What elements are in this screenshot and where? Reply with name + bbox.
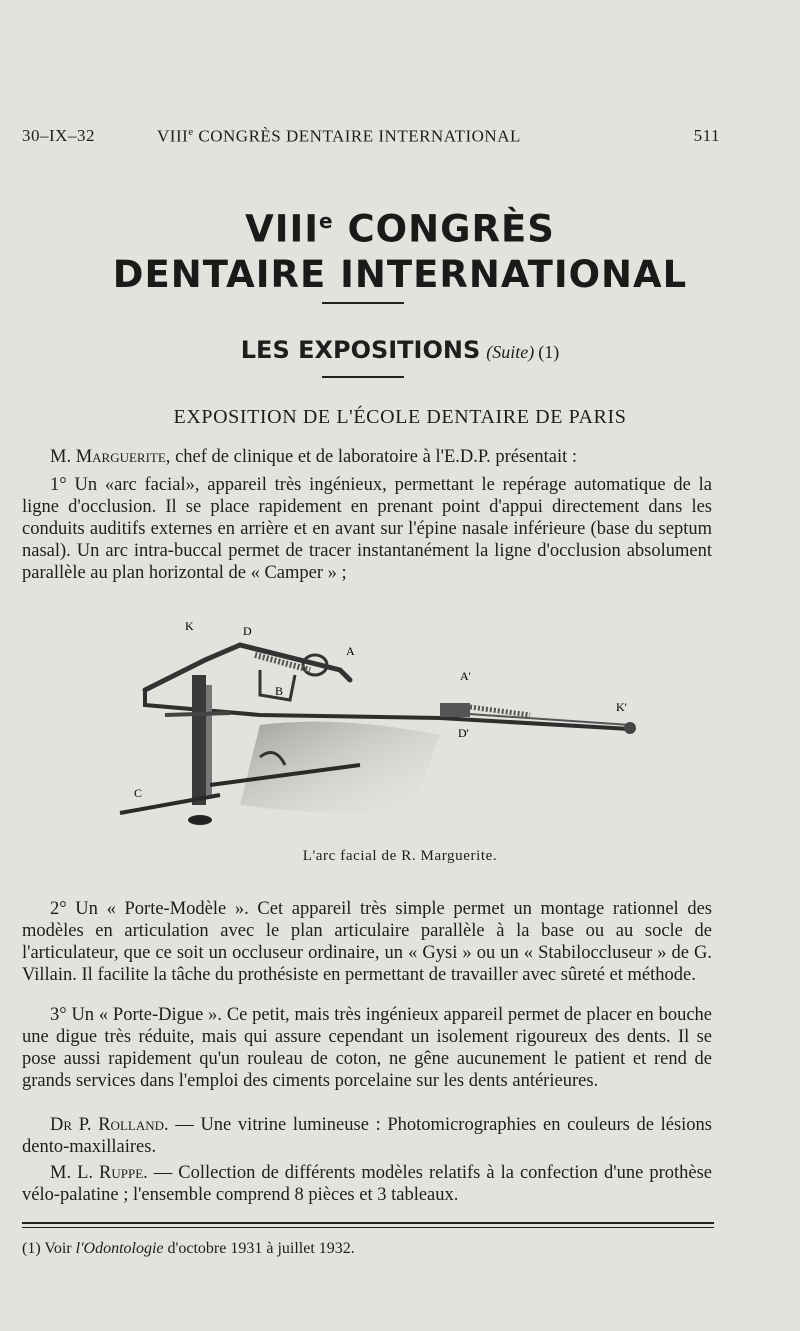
title-divider [322, 302, 404, 304]
arc-facial-illustration [110, 615, 650, 845]
label-c: C [134, 786, 143, 800]
label-d: D [243, 624, 252, 638]
intro-paragraph: M. Marguerite, chef de clinique et de laboratoire à l'E.D.P. présentait : [50, 447, 578, 467]
exhibition-subtitle: EXPOSITION DE L'ÉCOLE DENTAIRE DE PARIS [173, 406, 627, 428]
page-number: 511 [693, 126, 720, 145]
section-divider [322, 376, 404, 378]
section-title: LES EXPOSITIONS (Suite) (1) [240, 336, 560, 364]
main-title [0, 198, 800, 298]
item-arc-facial: 1° Un «arc facial», appareil très ingénieux, permettant le repérage automatique de la ligne d'occlusion. Il se place rapidement en prenant point d'appui directement dans les conduits auditifs externes en arrière et en avant sur l'épine nasale inférieure (base du septum nasal). Un arc intra-buccal permet de tracer instantanément la ligne d'occlusion absolument parallèle au plan horizontal de « Camper » ; [22, 475, 712, 583]
journal-name: l'Odontologie [75, 1240, 164, 1257]
running-head [22, 126, 720, 150]
footnote-rule-thin [22, 1227, 714, 1228]
label-b: B [275, 684, 284, 698]
figure-caption: L'arc facial de R. Marguerite. [302, 848, 498, 864]
rolland-paragraph: Dr P. Rolland. — Une vitrine lumineuse : Photomicrographies en couleurs de lésions dento-maxillaires. [22, 1115, 712, 1157]
item-porte-modele: 2° Un « Porte-Modèle ». Cet appareil très simple permet un montage rationnel des modèles en articulation avec le plan articulaire parallèle à la base ou au socle de l'articulateur, que ce soit un occluseur ordinaire, un « Gysi » ou un « Stabiloccluseur » de G. Villain. Il facilite la tâche du prothésiste en permettant de travailler avec sûreté et méthode. [22, 899, 712, 985]
main-title-line1: VIIIe CONGRÈS [245, 207, 555, 251]
item-porte-digue: 3° Un « Porte-Digue ». Ce petit, mais très ingénieux appareil permet de placer en bouche une digue très réduite, mais qui assure cependant un isolement rigoureux des dents. Il se pose aussi rapidement qu'un rouleau de coton, ne gêne aucunement le patient et rend de grands services dans l'emploi des ciments porcelaine sur les dents antérieures. [22, 1005, 712, 1091]
footnote-rule [22, 1222, 714, 1224]
label-a: A [346, 644, 355, 658]
footnote: (1) Voir l'Odontologie d'octobre 1931 à juillet 1932. [22, 1240, 355, 1257]
running-title: VIIIe CONGRÈS DENTAIRE INTERNATIONAL [157, 126, 521, 146]
footnote-ref: (1) [538, 342, 560, 362]
main-title-line2: DENTAIRE INTERNATIONAL [112, 253, 688, 297]
label-d-prime: D' [458, 726, 469, 740]
label-a-prime: A' [460, 669, 471, 683]
ruppe-paragraph: M. L. Ruppe. — Collection de différents modèles relatifs à la confection d'une prothèse vélo-palatine ; l'ensemble comprend 8 pièces et 3 tableaux. [22, 1163, 712, 1205]
issue-date: 30–IX–32 [22, 126, 95, 145]
label-k: K [185, 619, 194, 633]
label-k-prime: K' [616, 700, 627, 714]
